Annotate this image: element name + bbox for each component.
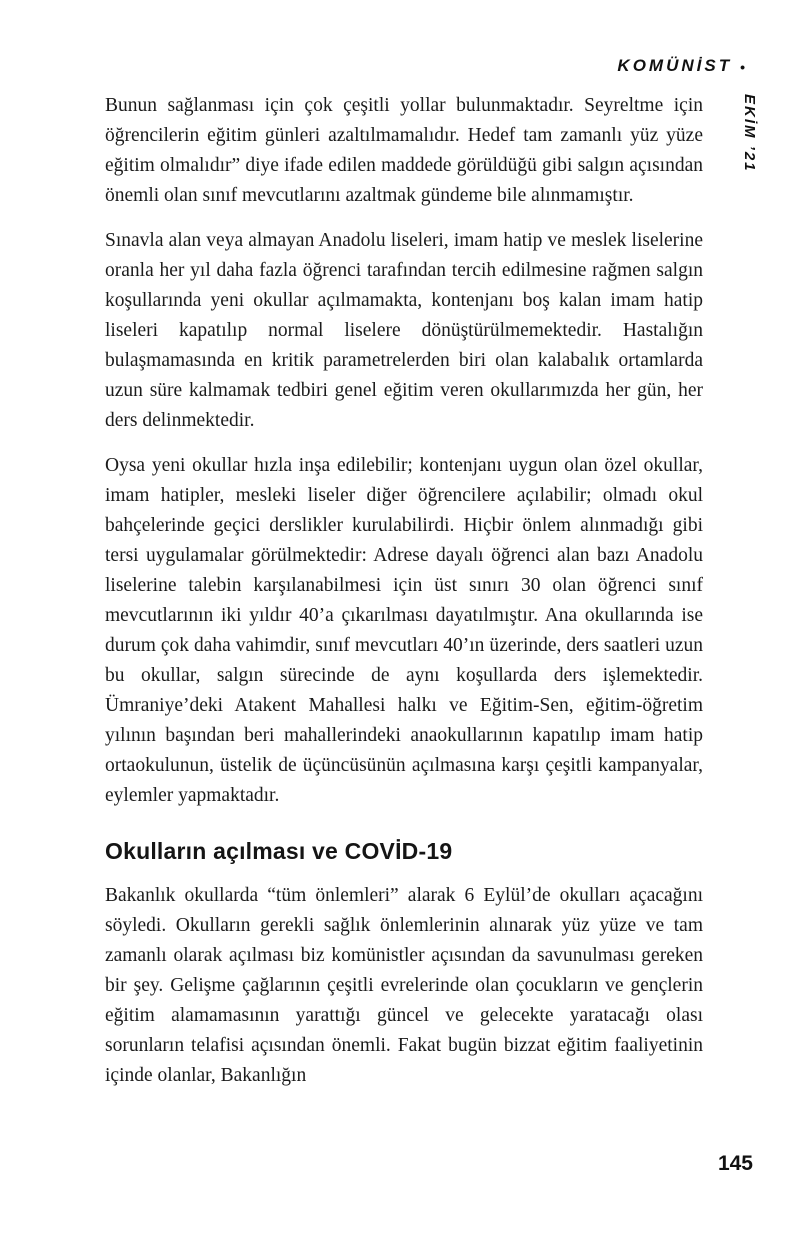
bullet-icon: • [740,59,745,75]
body-paragraph: Oysa yeni okullar hızla inşa edilebilir; kontenjanı uygun olan özel okullar, imam hatipler, mesleki liseler diğer öğrencilere açılabilir; olmadı okul bahçelerinde geçici derslikler kurulabilirdi. Hiçbir önlem alınmadığı gibi tersi uygulamalar görülmektedir: Adrese dayalı öğrenci alan bazı Anadolu liselerine talebin karşılanabilmesi için üst sınırı 30 olan öğrenci sınıf mevcutlarının iki yıldır 40’a çıkarılması dayatılmıştır. Ana okullarında ise durum çok daha vahimdir, sınıf mevcutları 40’ın üzerinde, ders saatleri uzun bu okullar, salgın sürecinde de aynı koşullarda ders işlemektedir. Ümraniye’deki Atakent Mahallesi halkı ve Eğitim-Sen, eğitim-öğretim yılının başından beri mahallerindeki anaokullarının kapatılıp imam hatip ortaokulunun, üstelik de üçüncüsünün açılmasına karşı çeşitli kampanyalar, eylemler yapmaktadır. [105,455,703,806]
issue-label-vertical: EKİM ’21 [741,94,758,173]
text-column [105,91,703,1106]
page-number: 145 [717,1152,753,1175]
running-head [617,56,745,76]
body-paragraph: Bakanlık okullarda “tüm önlemleri” alarak 6 Eylül’de okulları açacağını söyledi. Okulların gerekli sağlık önlemlerinin alınarak yüz yüze ve tam zamanlı olarak açılması biz komünistler açısından da savunulması gereken bir şey. Gelişme çağlarının çeşitli evrelerinde olan çocukların ve gençlerin eğitim alamamasının yarattığı güncel ve gelecekte yaratacağı olası sorunların telafisi açısından önemli. Fakat bugün bizzat eğitim faaliyetinin içinde olanlar, Bakanlığın [105,885,703,1086]
magazine-title: KOMÜNİST [617,56,733,75]
section-heading: Okulların açılması ve COVİD-19 [105,838,453,864]
body-paragraph: Bunun sağlanması için çok çeşitli yollar bulunmaktadır. Seyreltme için öğrencilerin eğitim günleri azaltılmamalıdır. Hedef tam zamanlı yüz yüze eğitim olmalıdır” diye ifade edilen maddede görüldüğü gibi salgın açısından önemli olan sınıf mevcutlarını azaltmak gündeme bile alınmamıştır. [105,95,703,206]
body-paragraph: Sınavla alan veya almayan Anadolu liseleri, imam hatip ve meslek liselerine oranla her yıl daha fazla öğrenci tarafından tercih edilmesine rağmen salgın koşullarında yeni okullar açılmamakta, kontenjanı boş kalan imam hatip liseleri kapatılıp normal liselere dönüştürülmemektedir. Hastalığın bulaşmamasında en kritik parametrelerden biri olan kalabalık ortamlarda uzun süre kalmamak tedbiri genel eğitim veren okullarımızda her gün, her ders delinmektedir. [105,230,703,431]
